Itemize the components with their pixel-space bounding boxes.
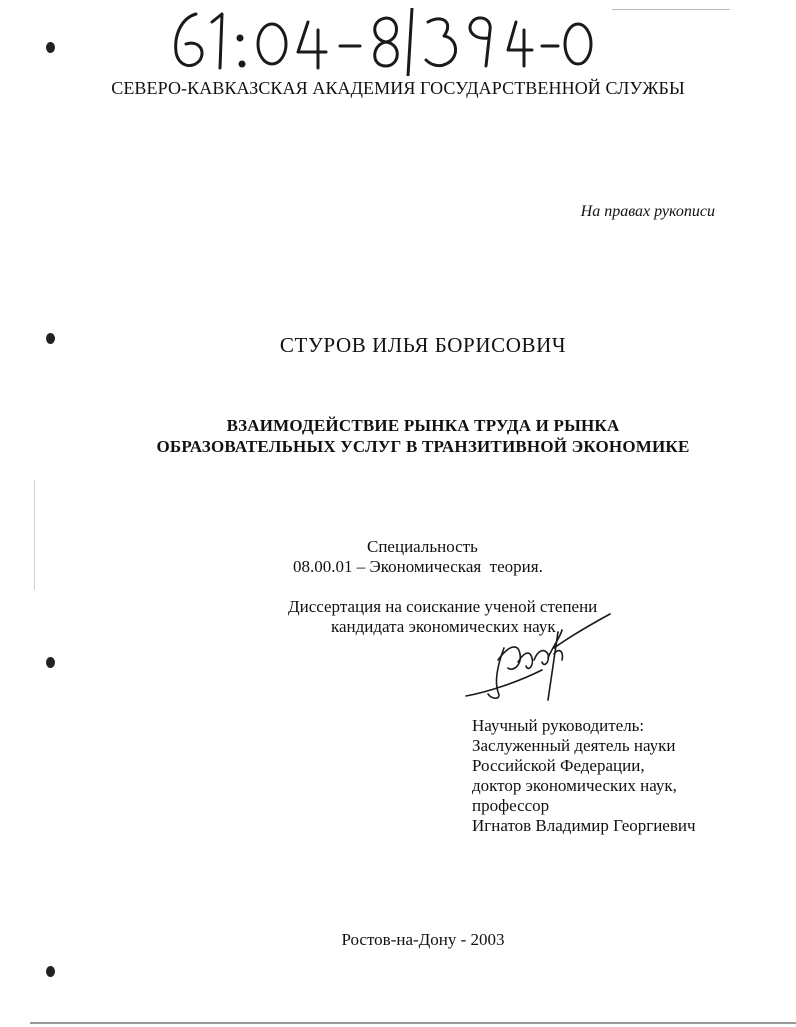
page-edge-bottom xyxy=(30,1022,796,1024)
dissertation-title-line-2: ОБРАЗОВАТЕЛЬНЫХ УСЛУГ В ТРАНЗИТИВНОЙ ЭКОНОМИКЕ xyxy=(156,437,690,456)
specialty-value: 08.00.01 – Экономическая теория. xyxy=(293,557,543,576)
supervisor-name: Игнатов Владимир Георгиевич xyxy=(472,816,696,835)
degree-statement-line-2: кандидата экономических наук xyxy=(331,617,556,636)
supervisor-title-line: Заслуженный деятель науки xyxy=(472,736,676,755)
supervisor-rank: профессор xyxy=(472,796,550,815)
supervisor-degree: доктор экономических наук, xyxy=(472,776,677,795)
author-name: СТУРОВ ИЛЬЯ БОРИСОВИЧ xyxy=(279,333,567,357)
degree-statement-line-1: Диссертация на соискание ученой степени xyxy=(288,597,598,616)
city-and-year: Ростов-на-Дону - 2003 xyxy=(341,930,505,949)
institution-name: СЕВЕРО-КАВКАЗСКАЯ АКАДЕМИЯ ГОСУДАРСТВЕННОЙ СЛУЖБЫ xyxy=(111,78,685,98)
page-edge-top xyxy=(612,9,730,10)
handwritten-archive-number xyxy=(160,8,600,76)
page-edge-left xyxy=(34,480,35,590)
supervisor-heading: Научный руководитель: xyxy=(472,716,645,735)
handwritten-signature xyxy=(458,608,618,704)
specialty-label: Специальность xyxy=(367,537,478,556)
dissertation-title-line-1: ВЗАИМОДЕЙСТВИЕ РЫНКА ТРУДА И РЫНКА xyxy=(226,416,620,435)
manuscript-rights-note: На правах рукописи xyxy=(580,203,715,220)
binding-hole-mark xyxy=(46,42,55,53)
binding-hole-mark xyxy=(46,966,55,977)
supervisor-title-line: Российской Федерации, xyxy=(472,756,645,775)
binding-hole-mark xyxy=(46,657,55,668)
